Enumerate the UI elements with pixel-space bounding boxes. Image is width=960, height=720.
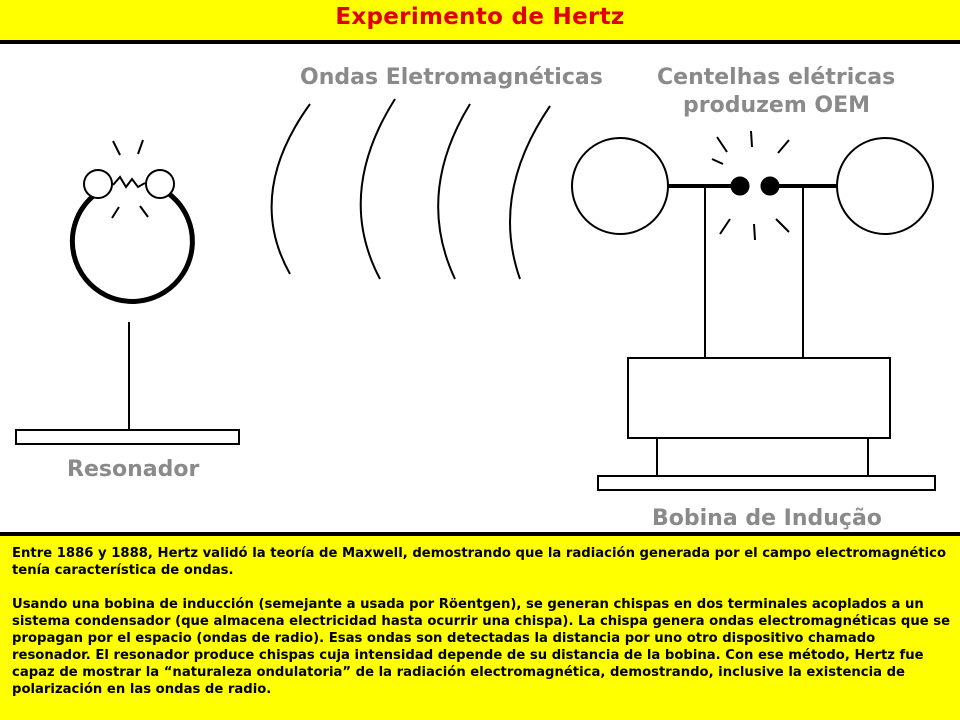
caption-paragraph-2: Usando una bobina de inducción (semejante a usada por Röentgen), se generan chispas en dos terminales acoplados a un sistema condensador (que almacena electricidad hasta ocurrir una chispa). La chispa genera ondas electromagnéticas que se propagan por el espacio (ondas de radio). Esas ondas son detectadas la distancia por uno otro dispositivo chamado resonador. El resonador produce chispas cuja intensidad depende de su distancia de la bobina. Con ese método, Hertz fue capaz de mostrar la “naturaleza ondulatoria” de la radiación electromagnética, demostrando, inclusive la existencia de polarización en las ondas de radio. [12,597,951,697]
coil-sphere-left [572,138,668,234]
sparks-label-line2: produzem OEM [683,93,871,118]
coil-body [628,358,890,438]
slide-title: Experimento de Hertz [335,4,625,30]
resonator-ball-left [84,170,112,198]
caption-paragraph-1: Entre 1886 y 1888, Hertz validó la teoría de Maxwell, demostrando que la radiación generada por el campo electromagnético tenía característica de ondas. [12,546,947,578]
resonator-loop [72,183,192,301]
resonator-ball-right [146,170,174,198]
electromagnetic-waves [272,99,550,279]
resonator-spark-ray [112,207,119,218]
caption [12,545,952,715]
resonator-spark-ray [140,206,148,217]
hertz-diagram [0,44,960,536]
coil-label: Bobina de Indução [652,506,882,531]
resonator-spark-ray [138,140,143,154]
spark-ball-right [761,177,779,195]
wave-arc [361,99,395,279]
wave-arc [510,106,550,279]
resonator-spark [113,177,145,187]
induction-coil [572,131,935,490]
title-bar [0,0,960,44]
resonator-base [16,430,239,444]
resonator [16,140,239,444]
resonator-label: Resonador [67,457,200,482]
coil-sphere-right [837,138,933,234]
resonator-spark-ray [113,141,120,155]
sparks-label-line1: Centelhas elétricas [657,65,896,90]
wave-arc [438,104,470,279]
wave-arc [272,104,310,274]
spark-ball-left [731,177,749,195]
waves-label: Ondas Eletromagnéticas [300,65,603,90]
coil-base [598,476,935,490]
